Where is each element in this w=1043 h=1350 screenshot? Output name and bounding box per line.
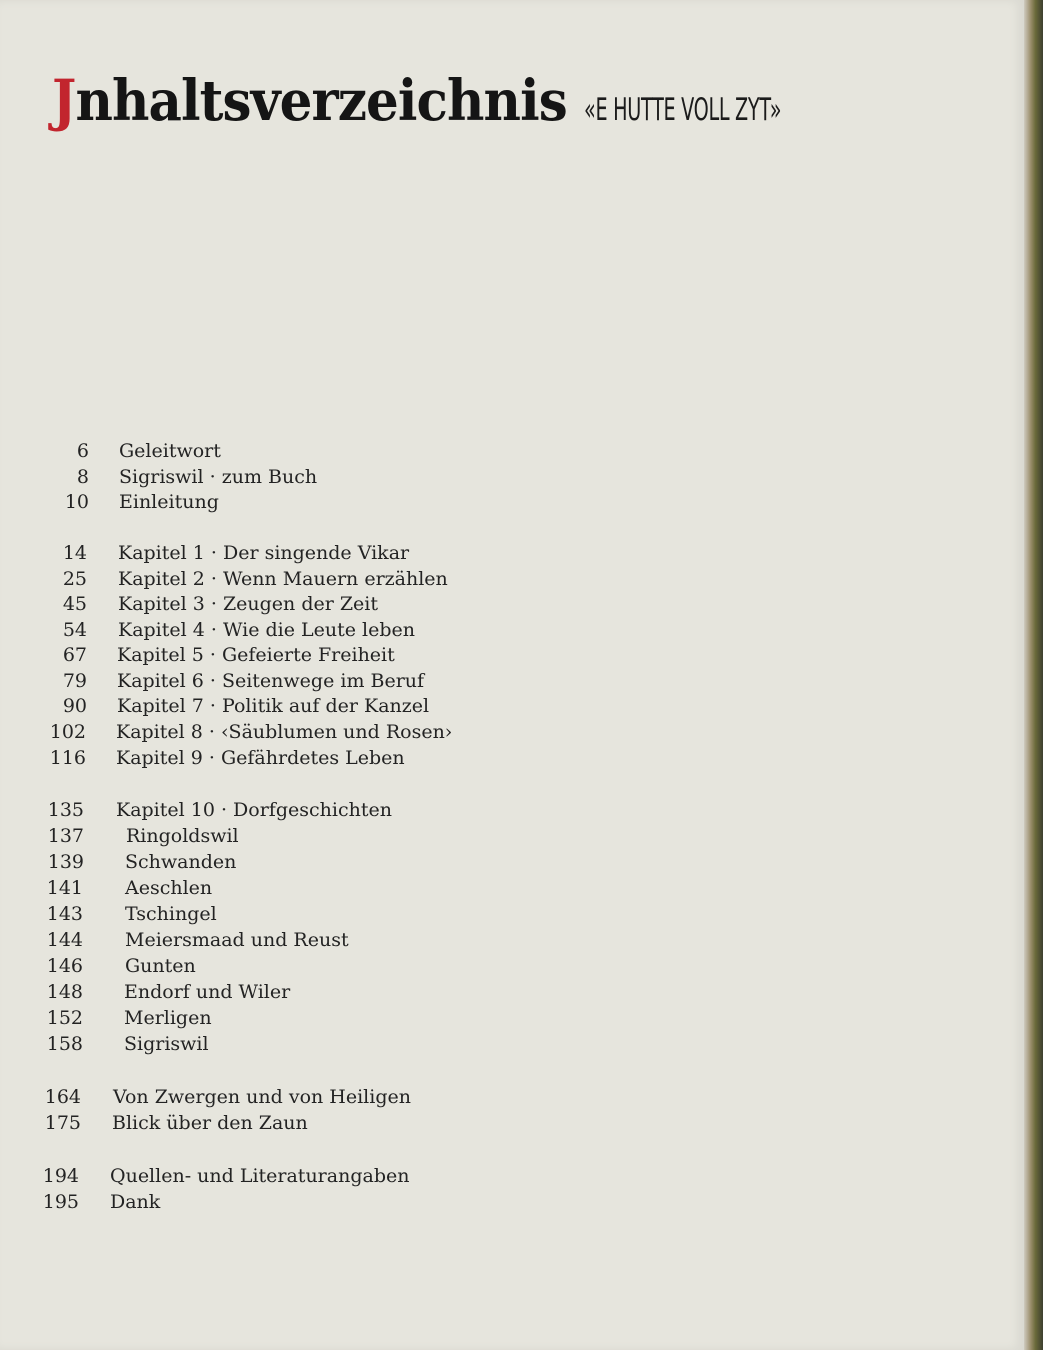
toc-entry-title: Endorf und Wiler xyxy=(124,981,291,1003)
toc-entry xyxy=(0,591,1000,617)
toc-entry-title: Kapitel 7 · Politik auf der Kanzel xyxy=(117,695,430,717)
toc-page-number: 90 xyxy=(62,695,87,717)
toc-entry-title: Sigriswil xyxy=(124,1033,209,1055)
toc-page-number: 54 xyxy=(62,619,87,641)
toc-page-number: 137 xyxy=(47,825,84,847)
toc-entry-title: Meiersmaad und Reust xyxy=(125,929,349,951)
toc-entry xyxy=(0,1189,1000,1215)
toc-entry xyxy=(0,693,1000,719)
toc-page-number: 135 xyxy=(47,799,84,821)
toc-entry xyxy=(0,464,1000,490)
toc-entry-title: Aeschlen xyxy=(125,877,213,899)
toc-entry-title: Kapitel 6 · Seitenwege im Beruf xyxy=(117,670,425,692)
toc-page-number: 14 xyxy=(62,542,87,564)
toc-page-number: 194 xyxy=(42,1165,79,1187)
toc-entry-title: Tschingel xyxy=(125,903,217,925)
toc-entry-title: Kapitel 8 · ‹Säublumen und Rosen› xyxy=(116,721,453,743)
toc-entry-title: Kapitel 1 · Der singende Vikar xyxy=(118,542,410,564)
toc-page-number: 139 xyxy=(47,851,84,873)
toc-page-number: 195 xyxy=(42,1191,79,1213)
toc-entry-title: Kapitel 4 · Wie die Leute leben xyxy=(118,619,416,641)
toc-entry xyxy=(0,668,1000,694)
toc-entry xyxy=(0,1110,1000,1136)
toc-entry-title: Merligen xyxy=(124,1007,212,1029)
toc-entry xyxy=(0,927,1000,953)
title-initial: J xyxy=(52,68,76,134)
toc-entry-title: Kapitel 2 · Wenn Mauern erzählen xyxy=(118,568,448,590)
toc-entry xyxy=(0,849,1000,875)
toc-entry-title: Ringoldswil xyxy=(126,825,239,847)
toc-entry xyxy=(0,875,1000,901)
toc-entry-title: Kapitel 10 · Dorfgeschichten xyxy=(116,799,392,821)
toc-page-number: 144 xyxy=(46,929,83,951)
toc-page-number: 10 xyxy=(64,491,89,513)
toc-entry xyxy=(0,1084,1000,1110)
toc-entry xyxy=(0,745,1000,771)
toc-entry-title: Einleitung xyxy=(119,491,219,513)
toc-entry-title: Blick über den Zaun xyxy=(112,1112,308,1134)
toc-page-number: 164 xyxy=(44,1086,81,1108)
toc-page-number: 102 xyxy=(49,721,86,743)
toc-entry xyxy=(0,797,1000,823)
toc-entry-title: Gunten xyxy=(125,955,196,977)
toc-entry xyxy=(0,953,1000,979)
toc-entry xyxy=(0,617,1000,643)
toc-entry xyxy=(0,823,1000,849)
toc-page-number: 141 xyxy=(46,877,83,899)
toc-entry xyxy=(0,901,1000,927)
toc-page-number: 25 xyxy=(62,568,87,590)
toc-entry xyxy=(0,489,1000,515)
toc-page-number: 8 xyxy=(76,466,89,488)
toc-entry xyxy=(0,1005,1000,1031)
toc-entry xyxy=(0,979,1000,1005)
toc-entry-title: Geleitwort xyxy=(119,440,221,462)
toc-entry xyxy=(0,642,1000,668)
toc-page-number: 148 xyxy=(46,981,83,1003)
toc-page-number: 146 xyxy=(46,955,83,977)
toc-page-number: 158 xyxy=(46,1033,83,1055)
toc-entry xyxy=(0,540,1000,566)
toc-page-number: 79 xyxy=(62,670,87,692)
title-rest: nhaltsverzeichnis xyxy=(75,68,567,134)
toc-page-number: 116 xyxy=(49,747,86,769)
toc-entry xyxy=(0,438,1000,464)
toc-entry-title: Dank xyxy=(110,1191,161,1213)
toc-entry xyxy=(0,566,1000,592)
toc-entry-title: Kapitel 5 · Gefeierte Freiheit xyxy=(117,644,395,666)
toc-entry-title: Sigriswil · zum Buch xyxy=(119,466,318,488)
toc-page-number: 67 xyxy=(62,644,87,666)
toc-page-number: 143 xyxy=(46,903,83,925)
toc-page-number: 45 xyxy=(62,593,87,615)
toc-entry-title: Schwanden xyxy=(125,851,237,873)
book-subtitle: «E HUTTE VOLL ZYT» xyxy=(583,92,781,128)
toc-entry xyxy=(0,719,1000,745)
page-edge xyxy=(1024,0,1043,1350)
toc-entry-title: Von Zwergen und von Heiligen xyxy=(113,1086,411,1108)
toc-entry xyxy=(0,1163,1000,1189)
toc-page-number: 6 xyxy=(76,440,89,462)
toc-page-number: 152 xyxy=(46,1007,83,1029)
toc-page-number: 175 xyxy=(44,1112,81,1134)
toc-entry xyxy=(0,1031,1000,1057)
toc-entry-title: Kapitel 9 · Gefährdetes Leben xyxy=(116,747,405,769)
toc-entry-title: Kapitel 3 · Zeugen der Zeit xyxy=(118,593,379,615)
toc-entry-title: Quellen- und Literaturangaben xyxy=(110,1165,410,1187)
